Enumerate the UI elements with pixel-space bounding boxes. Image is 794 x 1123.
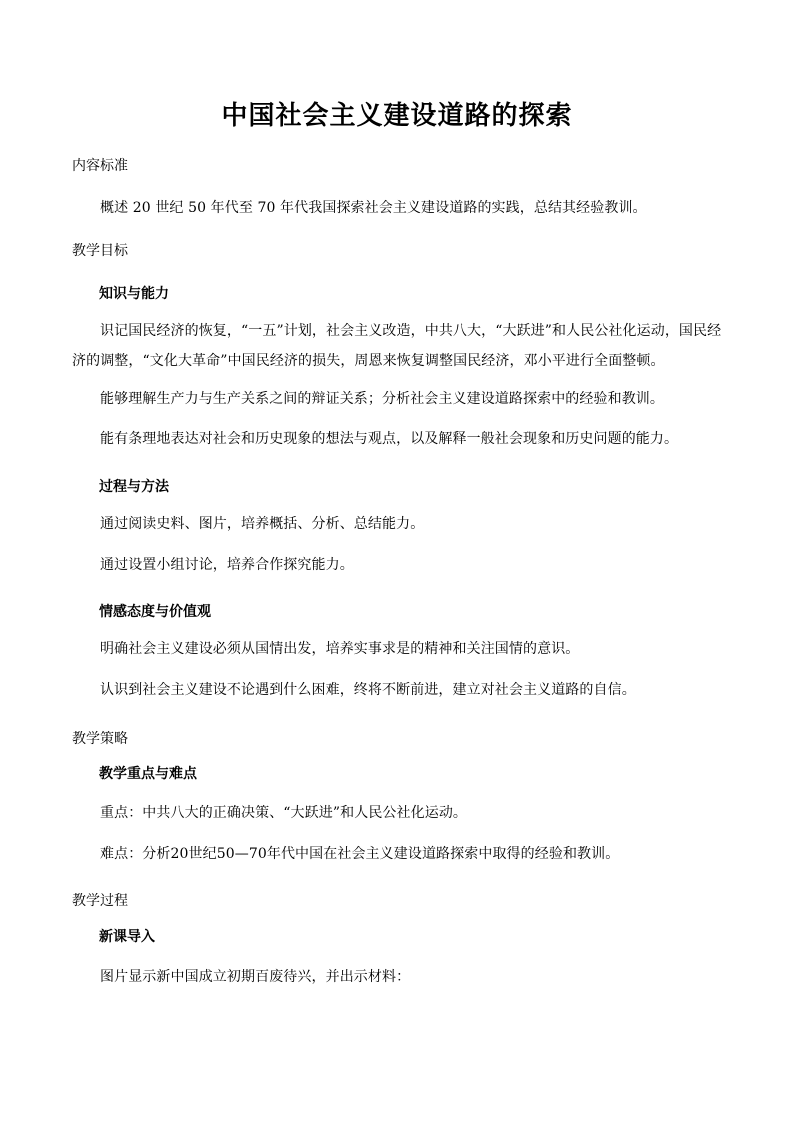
section-heading-objectives: 教学目标 [72,243,128,259]
section-heading-teaching-process: 教学过程 [72,893,128,909]
paragraph: 通过阅读史料、图片，培养概括、分析、总结能力。 [100,516,425,532]
sub-heading-intro: 新课导入 [99,929,155,945]
paragraph: 能够理解生产力与生产关系之间的辩证关系；分析社会主义建设道路探索中的经验和教训。 [100,391,664,407]
sub-heading-emotion-values: 情感态度与价值观 [99,604,211,620]
paragraph: 重点：中共八大的正确决策、“大跃进”和人民公社化运动。 [100,805,468,821]
paragraph: 难点：分析20世纪50—70年代中国在社会主义建设道路探索中取得的经验和教训。 [100,846,620,862]
sub-heading-focus-difficulty: 教学重点与难点 [99,766,197,782]
document-title: 中国社会主义建设道路的探索 [221,101,573,131]
paragraph: 图片显示新中国成立初期百废待兴，并出示材料： [100,969,411,985]
paragraph: 通过设置小组讨论，培养合作探究能力。 [100,557,354,573]
section-heading-strategy: 教学策略 [72,731,128,747]
paragraph: 能有条理地表达对社会和历史现象的想法与观点，以及解释一般社会现象和历史问题的能力。 [100,431,679,447]
sub-heading-knowledge: 知识与能力 [99,286,169,302]
sub-heading-process-method: 过程与方法 [99,479,169,495]
paragraph: 认识到社会主义建设不论遇到什么困难，终将不断前进，建立对社会主义道路的自信。 [100,682,636,698]
paragraph: 概述 20 世纪 50 年代至 70 年代我国探索社会主义建设道路的实践，总结其经验教训。 [100,200,647,216]
section-heading-content-standard: 内容标准 [72,158,128,174]
paragraph: 明确社会主义建设必须从国情出发，培养实事求是的精神和关注国情的意识。 [100,641,580,657]
paragraph: 识记国民经济的恢复，“一五”计划，社会主义改造，中共八大，“大跃进”和人民公社化运动，国民经济的调整，“文化大革命”中国民经济的损失，周恩来恢复调整国民经济，邓小平进行全面整顿。 [72,323,722,369]
